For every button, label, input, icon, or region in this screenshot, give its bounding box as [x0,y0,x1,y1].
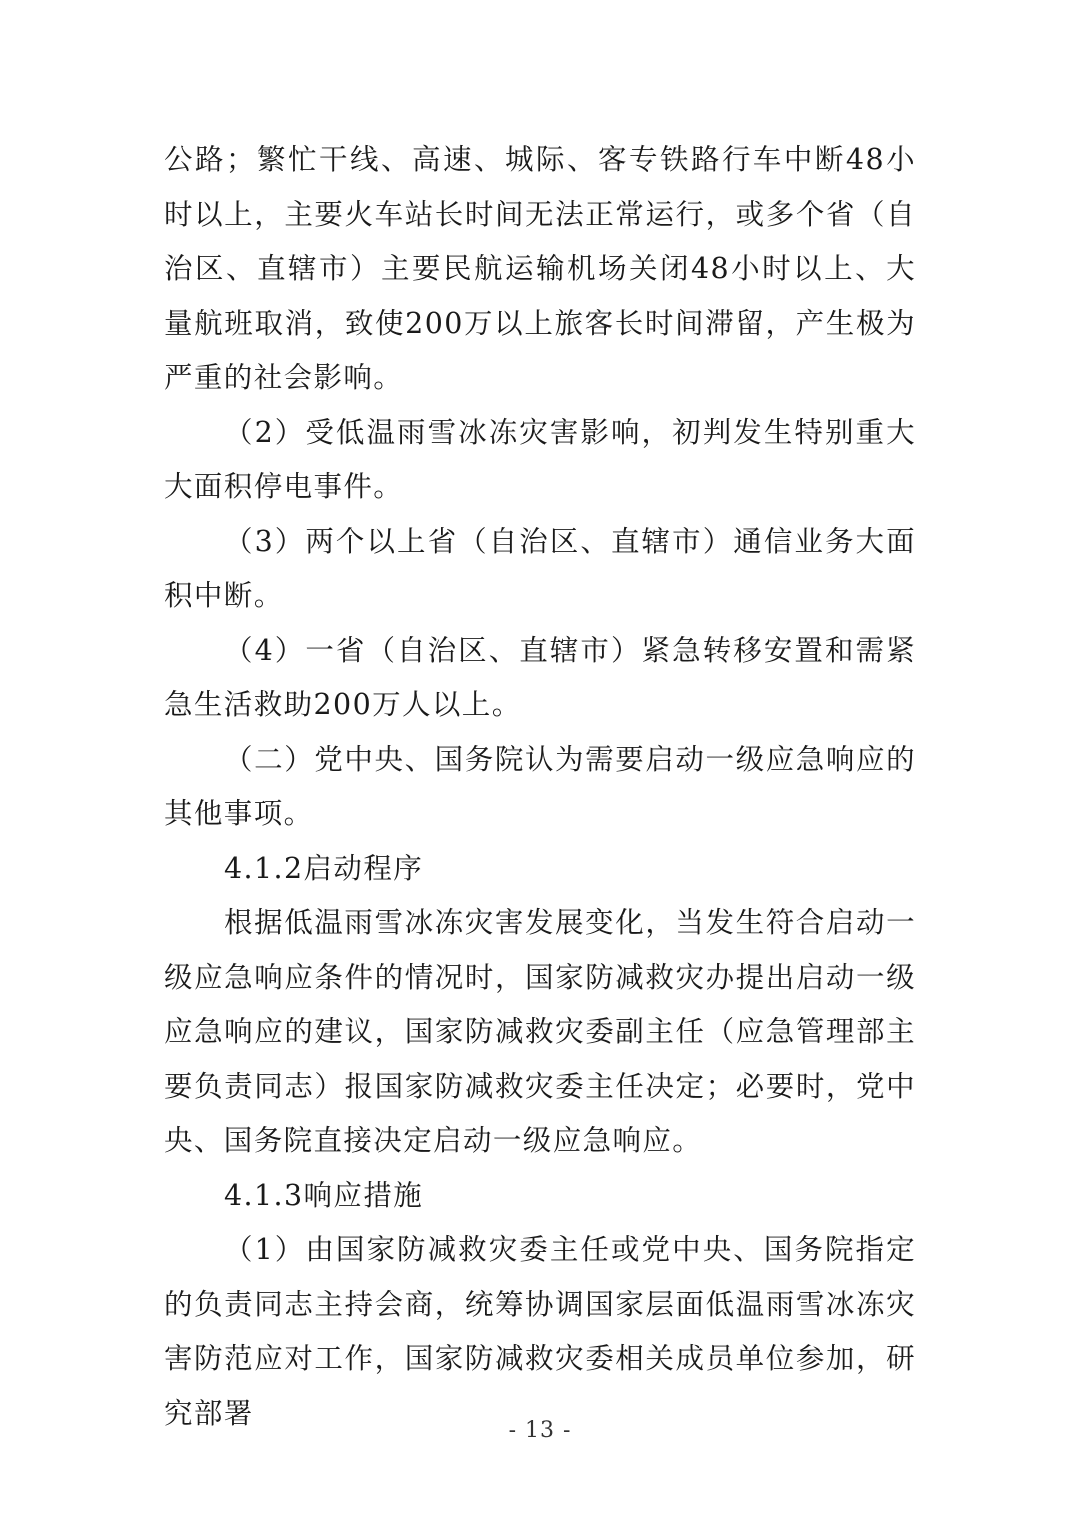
paragraph-start-procedure: 根据低温雨雪冰冻灾害发展变化，当发生符合启动一级应急响应条件的情况时，国家防减救灾办提出启动一级应急响应的建议，国家防减救灾委副主任（应急管理部主要负责同志）报国家防减救灾委主任决定；必要时，党中央、国务院直接决定启动一级应急响应。 [164,906,916,1157]
paragraph-item-3: （3）两个以上省（自治区、直辖市）通信业务大面积中断。 [164,524,916,612]
section-heading-4-1-2: 4.1.2启动程序 [224,851,424,885]
paragraph-item-2: （2）受低温雨雪冰冻灾害影响，初判发生特别重大大面积停电事件。 [164,415,916,503]
section-heading-4-1-3: 4.1.3响应措施 [224,1178,424,1212]
paragraph-continuation: 公路；繁忙干线、高速、城际、客专铁路行车中断48小时以上，主要火车站长时间无法正常运行，或多个省（自治区、直辖市）主要民航运输机场关闭48小时以上、大量航班取消，致使200万以上旅客长时间滞留，产生极为严重的社会影响。 [164,143,916,394]
paragraph-item-4: （4）一省（自治区、直辖市）紧急转移安置和需紧急生活救助200万人以上。 [164,633,916,721]
document-body [164,133,916,1441]
page-number: - 13 - [508,1418,572,1443]
paragraph-other-matters: （二）党中央、国务院认为需要启动一级应急响应的其他事项。 [164,742,916,830]
paragraph-response-measure-1: （1）由国家防减救灾委主任或党中央、国务院指定的负责同志主持会商，统筹协调国家层面低温雨雪冰冻灾害防范应对工作，国家防减救灾委相关成员单位参加，研究部署 [164,1233,916,1430]
